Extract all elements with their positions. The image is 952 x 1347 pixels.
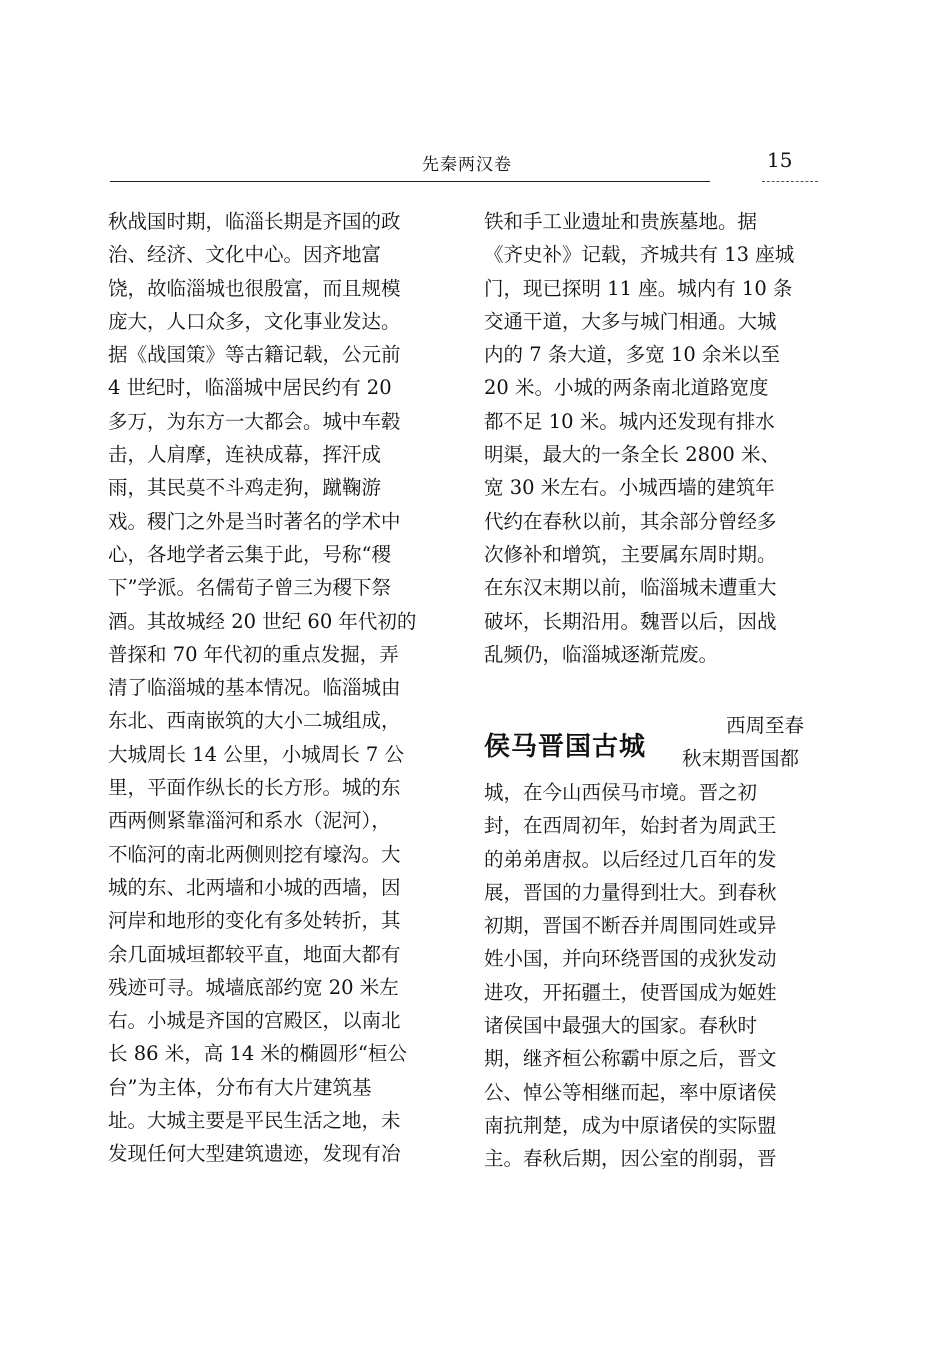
right-column-top — [484, 205, 816, 671]
text-line: 姓小国，并向环绕晋国的戎狄发动 — [484, 947, 777, 971]
text-line: 秋战国时期，临淄长期是齐国的政 — [108, 210, 401, 233]
text-line: 展，晋国的力量得到壮大。到春秋 — [484, 880, 777, 904]
text-line: 期，继齐桓公称霸中原之后，晋文 — [484, 1047, 777, 1071]
text-line: 心，各地学者云集于此，号称“稷 — [108, 542, 391, 566]
text-line: 击，人肩摩，连袂成幕，挥汗成 — [108, 443, 382, 467]
text-line: 下”学派。名儒荀子曾三为稷下祭 — [108, 576, 391, 600]
text-line: 大城周长 14 公里，小城周长 7 公 — [108, 742, 405, 766]
text-line: 长 86 米，高 14 米的椭圆形“桓公 — [108, 1042, 407, 1066]
text-line: 雨，其民莫不斗鸡走狗，蹴鞠游 — [108, 476, 382, 500]
text-line: 残迹可寻。城墙底部约宽 20 米左 — [108, 975, 399, 999]
text-line: 封，在西周初年，始封者为周武王 — [484, 814, 777, 838]
text-line: 内的 7 条大道，多宽 10 余米以至 — [484, 343, 781, 367]
text-line: 20 米。小城的两条南北道路宽度 — [484, 376, 769, 400]
text-line: 东北、西南嵌筑的大小二城组成， — [108, 709, 401, 733]
text-line: 庞大，人口众多，文化事业发达。 — [108, 309, 401, 333]
text-line: 公、悼公等相继而起，率中原诸侯 — [484, 1080, 777, 1104]
text-line: 据《战国策》等古籍记载，公元前 — [108, 343, 401, 367]
text-line: 诸侯国中最强大的国家。春秋时 — [484, 1014, 758, 1038]
text-line: 不临河的南北两侧则挖有壕沟。大 — [108, 842, 401, 866]
text-line: 里，平面作纵长的长方形。城的东 — [108, 776, 401, 800]
text-line: 在东汉末期以前，临淄城未遭重大 — [484, 576, 777, 600]
text-line: 饶，故临淄城也很殷富，而且规模 — [108, 276, 401, 300]
text-line: 都不足 10 米。城内还发现有排水 — [484, 409, 775, 433]
running-head: 先秦两汉卷 — [422, 155, 512, 175]
header-rule — [110, 181, 710, 182]
text-line: 破坏，长期沿用。魏晋以后，因战 — [484, 609, 777, 633]
text-line: 右。小城是齐国的宫殿区，以南北 — [108, 1009, 401, 1033]
section-subtitle-line2: 秋末期晋国都 — [682, 747, 800, 770]
text-line: 城的东、北两墙和小城的西墙，因 — [108, 875, 401, 899]
text-line: 普探和 70 年代初的重点发掘，弄 — [108, 642, 399, 666]
text-line: 主。春秋后期，因公室的削弱，晋 — [484, 1147, 777, 1171]
text-line: 址。大城主要是平民生活之地，未 — [108, 1109, 401, 1133]
section-title: 侯马晋国古城 — [484, 732, 647, 762]
text-line: 《齐史补》记载，齐城共有 13 座城 — [484, 243, 795, 267]
text-line: 酒。其故城经 20 世纪 60 年代初的 — [108, 609, 417, 633]
text-line: 明渠，最大的一条全长 2800 米、 — [484, 443, 781, 467]
text-line: 南抗荆楚，成为中原诸侯的实际盟 — [484, 1113, 777, 1137]
text-line: 台”为主体，分布有大片建筑基 — [108, 1075, 372, 1099]
text-line: 戏。稷门之外是当时著名的学术中 — [108, 509, 401, 533]
text-line: 的弟弟唐叔。以后经过几百年的发 — [484, 847, 777, 871]
text-line: 铁和手工业遗址和贵族墓地。据 — [484, 210, 758, 233]
text-line: 交通干道，大多与城门相通。大城 — [484, 309, 777, 333]
text-line: 西两侧紧靠淄河和系水（泥河）， — [108, 809, 391, 833]
text-line: 治、经济、文化中心。因齐地富 — [108, 243, 382, 267]
text-line: 4 世纪时，临淄城中居民约有 20 — [108, 376, 392, 400]
text-line: 代约在春秋以前，其余部分曾经多 — [484, 509, 777, 533]
page-number: 15 — [767, 148, 793, 172]
text-line: 次修补和增筑，主要属东周时期。 — [484, 542, 777, 566]
text-line: 进攻，开拓疆土，使晋国成为姬姓 — [484, 980, 777, 1004]
header-rule-short — [762, 181, 818, 182]
text-line: 城，在今山西侯马市境。晋之初 — [484, 781, 758, 804]
section-subtitle-line1: 西周至春 — [726, 714, 805, 737]
text-line: 宽 30 米左右。小城西墙的建筑年 — [484, 476, 775, 500]
text-line: 初期，晋国不断吞并周围同姓或异 — [484, 914, 777, 938]
text-line: 乱频仍，临淄城逐渐荒废。 — [484, 642, 719, 666]
text-line: 余几面城垣都较平直，地面大都有 — [108, 942, 401, 966]
left-column — [108, 205, 444, 1171]
text-line: 清了临淄城的基本情况。临淄城由 — [108, 676, 401, 700]
right-column-bottom — [484, 776, 816, 1176]
text-line: 河岸和地形的变化有多处转折，其 — [108, 909, 401, 933]
text-line: 发现任何大型建筑遗迹，发现有冶 — [108, 1142, 401, 1166]
text-line: 多万，为东方一大都会。城中车毂 — [108, 409, 401, 433]
text-line: 门，现已探明 11 座。城内有 10 条 — [484, 276, 793, 300]
